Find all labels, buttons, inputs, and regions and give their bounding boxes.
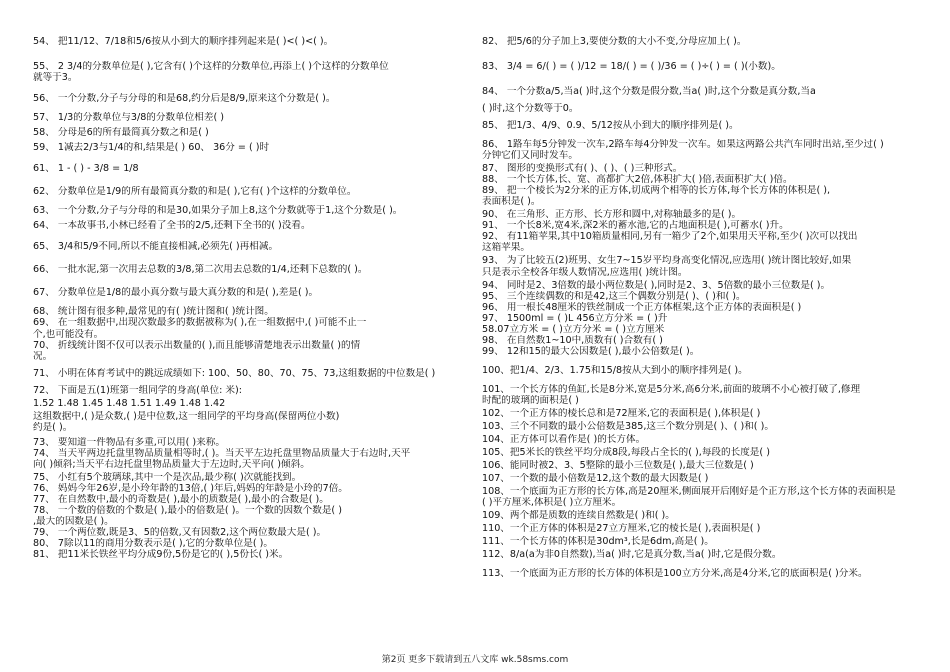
question-line: 62、 分数单位是1/9的所有最简真分数的和是( ),它有( )个这样的分数单位。 <box>33 186 357 198</box>
question-line: 112、8/a(a为非0自然数),当a( )时,它是真分数,当a( )时,它是假分数。 <box>482 549 782 561</box>
question-line: 这箱苹果。 <box>482 242 530 254</box>
right-column <box>482 36 922 579</box>
question-line: 89、 把一个棱长为2分米的正方体,切成两个相等的长方体,每个长方体的体积是( ), <box>482 185 831 197</box>
question-line: 个,也可能没有。 <box>33 328 104 340</box>
question-line: 71、 小明在体育考试中的跳远成绩如下: 100、50、80、70、75、73,这组数据的中位数是( ) <box>33 367 436 379</box>
question-line: 这组数据中,( )是众数,( )是中位数,这一组同学的平均身高(保留两位小数) <box>33 410 340 422</box>
question-line: 88、 一个长方体,长、宽、高都扩大2倍,体积扩大( )倍,表面积扩大( )倍。 <box>482 174 793 186</box>
question-line: 102、一个正方体的棱长总和是72厘米,它的表面积是( ),体积是( ) <box>482 407 761 419</box>
question-line: 56、 一个分数,分子与分母的和是68,约分后是8/9,原来这个分数是( )。 <box>33 93 336 105</box>
question-line: 68、 统计图有很多种,最常见的有( )统计图和( )统计图。 <box>33 306 274 318</box>
question-line: 向( )倾斜;当天平右边托盘里物品质量大于左边时,天平向( )倾斜。 <box>33 458 310 470</box>
question-line: 85、 把1/3、4/9、0.9、5/12按从小到大的顺序排列是( )。 <box>482 120 739 132</box>
question-line: 105、把5米长的铁丝平均分成8段,每段占全长的( ),每段的长度是( ) <box>482 446 770 458</box>
question-line: 69、 在一组数据中,出现次数最多的数据被称为( ),在一组数据中,( )可能不止一 <box>33 317 367 329</box>
question-line: 90、 在三角形、正方形、长方形和圆中,对称轴最多的是( )。 <box>482 209 742 221</box>
question-line: 78、 一个数的倍数的个数是( ),最小的倍数是( )。一个数的因数个数是( ) <box>33 504 342 516</box>
question-line: 101、一个长方体的鱼缸,长是8分米,宽是5分米,高6分米,前面的玻璃不小心被打破了,修理 <box>482 383 861 395</box>
question-line: 92、 有11箱苹果,其中10箱质量相同,另有一箱少了2个,如果用天平称,至少( )次可以找出 <box>482 231 858 243</box>
question-line: 108、一个底面为正方形的长方体,高是20厘米,侧面展开后刚好是个正方形,这个长方体的表面积是 <box>482 486 896 498</box>
question-line: 65、 3/4和5/9不同,所以不能直接相减,必须先( )再相减。 <box>33 241 279 253</box>
question-line: 时配的玻璃的面积是( ) <box>482 394 579 406</box>
question-line: 81、 把11米长铁丝平均分成9份,5份是它的( ),5份长( )米。 <box>33 549 289 561</box>
question-line: 113、一个底面为正方形的长方体的体积是100立方分米,高是4分米,它的底面积是( )分米。 <box>482 568 868 580</box>
question-line: 96、 用一根长48厘米的铁丝制成一个正方体框架,这个正方体的表面积是( ) <box>482 301 802 313</box>
question-line: 63、 一个分数,分子与分母的和是30,如果分子加上8,这个分数就等于1,这个分数是( )。 <box>33 205 403 217</box>
question-line: 61、 1 - ( ) - 3/8 = 1/8 <box>33 163 139 175</box>
question-line: 70、 折线统计图不仅可以表示出数量的( ),而且能够清楚地表示出数量( )的情 <box>33 339 361 351</box>
question-line: 97、 1500ml = ( )L 456立方分米 = ( )升 <box>482 312 668 324</box>
question-line: 84、 一个分数a/5,当a( )时,这个分数是假分数,当a( )时,这个分数是真分数,当a <box>482 86 816 98</box>
question-line: 54、 把11/12、7/18和5/6按从小到大的顺序排列起来是( )<( )<( )。 <box>33 36 334 47</box>
question-line: 94、 同时是2、3倍数的最小两位数是( ),同时是2、3、5倍数的最小三位数是( )。 <box>482 279 831 291</box>
question-line: 87、 图形的变换形式有( )、( )、( )三种形式。 <box>482 163 683 175</box>
question-line: 107、一个数的最小倍数是12,这个数的最大因数是( ) <box>482 473 709 484</box>
question-line: 约是( )。 <box>33 421 73 433</box>
question-line: 83、 3/4 = 6/( ) = ( )/12 = 18/( ) = ( )/36 = ( )÷( ) = ( )(小数)。 <box>482 61 781 73</box>
question-line: 91、 一个长8米,宽4米,深2米的蓄水池,它的占地面积是( ),可蓄水( )升。 <box>482 220 789 232</box>
question-line: 67、 分数单位是1/8的最小真分数与最大真分数的和是( ),差是( )。 <box>33 287 319 299</box>
question-line: 66、 一批水泥,第一次用去总数的3/8,第二次用去总数的1/4,还剩下总数的( )。 <box>33 264 368 276</box>
question-line: 80、 7除以11的商用分数表示是( ),它的分数单位是( )。 <box>33 538 273 550</box>
question-line: 111、一个长方体的体积是30dm³,长是6dm,高是( )。 <box>482 536 714 548</box>
question-line: 表面积是( )。 <box>482 196 541 208</box>
page-footer: 第2页 更多下载请到五八文库 wk.58sms.com <box>381 655 569 665</box>
question-line: 103、三个不同数的最小公倍数是385,这三个数分别是( )、( )和( )。 <box>482 420 774 432</box>
question-line: 72、 下面是五(1)班第一组同学的身高(单位: 米): <box>33 384 242 396</box>
question-line: 109、两个都是质数的连续自然数是( )和( )。 <box>482 510 675 522</box>
question-line: 64、 一本故事书,小林已经看了全书的2/5,还剩下全书的( )没看。 <box>33 220 311 232</box>
question-line: 73、 要知道一件物品有多重,可以用( )来称。 <box>33 436 225 448</box>
question-line: 82、 把5/6的分子加上3,要使分数的大小不变,分母应加上( )。 <box>482 36 747 47</box>
question-line: 93、 为了比较五(2)班男、女生7~15岁平均身高变化情况,应选用( )统计图比较好,如果 <box>482 255 852 267</box>
question-line: 110、一个正方体的体积是27立方厘米,它的棱长是( ),表面积是( ) <box>482 523 761 535</box>
question-line: 分钟它们又同时发车。 <box>482 150 578 162</box>
question-line: 况。 <box>33 350 53 362</box>
question-line: 98、 在自然数1~10中,质数有( )合数有( ) <box>482 334 663 346</box>
question-line: 只是表示全校各年级人数情况,应选用( )统计图。 <box>482 266 688 278</box>
question-line: 76、 妈妈今年26岁,是小玲年龄的13倍,( )年后,妈妈的年龄是小玲的7倍。 <box>33 482 348 494</box>
question-line: 74、 当天平两边托盘里物品质量相等时,( )。当天平左边托盘里物品质量大于右边时,天平 <box>33 447 411 459</box>
question-line: 57、 1/3的分数单位与3/8的分数单位相差( ) <box>33 112 224 124</box>
question-line: 58.07立方米 = ( )立方分米 = ( )立方厘米 <box>482 323 665 335</box>
question-line: ( )平方厘米,体积是( )立方厘米。 <box>482 497 622 509</box>
question-line: 75、 小红有5个玻璃球,其中一个是次品,最少称( )次就能找到。 <box>33 471 302 483</box>
question-line: ,最大的因数是( )。 <box>33 515 114 527</box>
question-line: 99、 12和15的最大公因数是( ),最小公倍数是( )。 <box>482 345 700 357</box>
question-line: 77、 在自然数中,最小的奇数是( ),最小的质数是( ),最小的合数是( )。 <box>33 493 329 505</box>
question-line: 55、 2 3/4的分数单位是( ),它含有( )个这样的分数单位,再添上( )个这样的分数单位 <box>33 61 389 73</box>
question-line: 58、 分母是6的所有最简真分数之和是( ) <box>33 127 209 139</box>
question-line: 就等于3。 <box>33 72 78 84</box>
question-line: 1.52 1.48 1.45 1.48 1.51 1.49 1.48 1.42 <box>33 397 226 409</box>
left-column <box>33 36 468 560</box>
question-line: 106、能同时被2、3、5整除的最小三位数是( ),最大三位数是( ) <box>482 459 754 471</box>
question-line: 86、 1路车每5分钟发一次车,2路车每4分钟发一次车。如果这两路公共汽车同时出站,至少过( ) <box>482 139 884 151</box>
question-line: ( )时,这个分数等于0。 <box>482 103 579 115</box>
question-line: 79、 一个两位数,既是3、5的倍数,又有因数2,这个两位数最大是( )。 <box>33 527 327 538</box>
question-line: 95、 三个连续偶数的和是42,这三个偶数分别是( )、( )和( )。 <box>482 290 746 302</box>
question-line: 59、 1减去2/3与1/4的和,结果是( ) 60、 36分 = ( )时 <box>33 142 270 154</box>
question-line: 100、把1/4、2/3、1.75和15/8按从大到小的顺序排列是( )。 <box>482 364 748 376</box>
question-line: 104、正方体可以看作是( )的长方体。 <box>482 433 646 445</box>
